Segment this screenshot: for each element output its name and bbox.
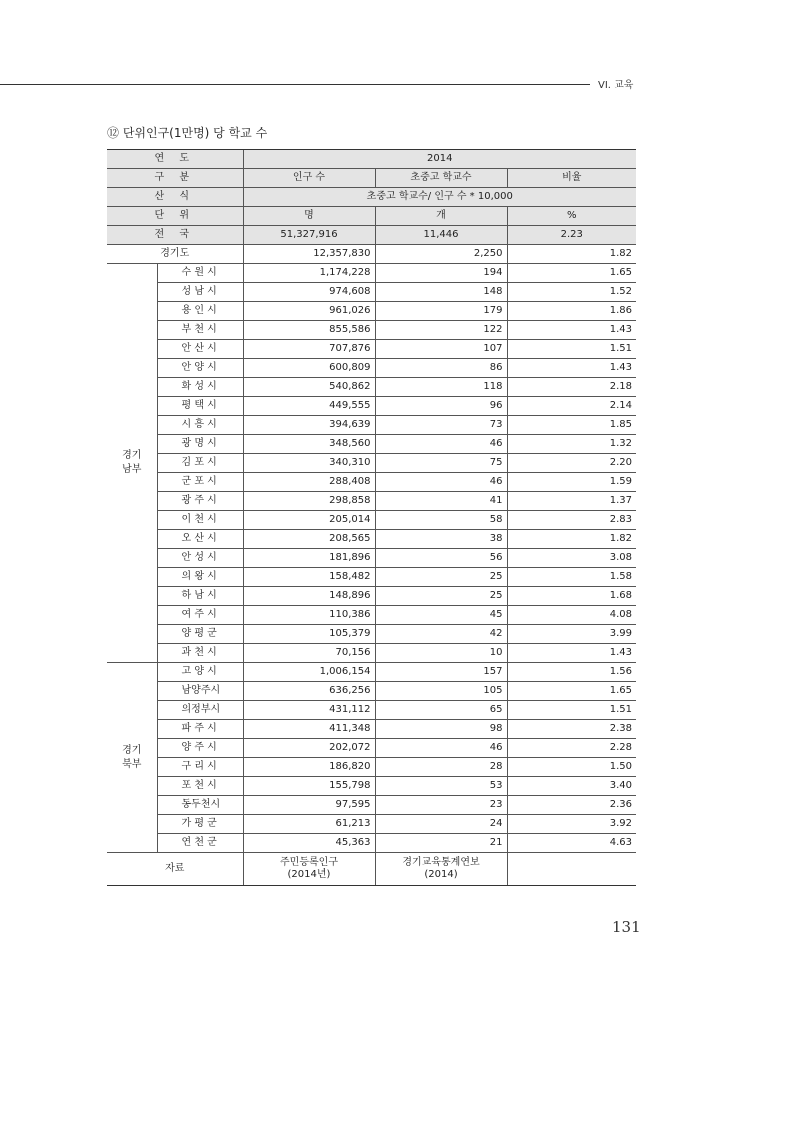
ratio-value: 1.68 <box>507 587 636 606</box>
population-value: 148,896 <box>243 587 375 606</box>
city-name: 김 포 시 <box>157 454 243 473</box>
schools-value: 157 <box>375 663 507 682</box>
population-value: 105,379 <box>243 625 375 644</box>
table-row <box>107 720 636 739</box>
population-value: 288,408 <box>243 473 375 492</box>
source-cell-0 <box>243 853 375 886</box>
national-ratio: 2.23 <box>507 226 636 245</box>
schools-value: 86 <box>375 359 507 378</box>
ratio-value: 1.59 <box>507 473 636 492</box>
population-value: 348,560 <box>243 435 375 454</box>
table-row <box>107 435 636 454</box>
population-value: 600,809 <box>243 359 375 378</box>
section-label: VI. 교육 <box>598 80 634 91</box>
population-value: 1,174,228 <box>243 264 375 283</box>
schools-value: 122 <box>375 321 507 340</box>
ratio-value: 1.43 <box>507 359 636 378</box>
ratio-value: 3.40 <box>507 777 636 796</box>
city-name: 의 왕 시 <box>157 568 243 587</box>
province-ratio: 1.82 <box>507 245 636 264</box>
population-value: 155,798 <box>243 777 375 796</box>
city-name: 시 흥 시 <box>157 416 243 435</box>
population-value: 298,858 <box>243 492 375 511</box>
region-label-line: 경기 <box>122 744 142 756</box>
table-row <box>107 834 636 853</box>
schools-value: 58 <box>375 511 507 530</box>
source-line: (2014) <box>424 869 458 880</box>
city-name: 광 주 시 <box>157 492 243 511</box>
city-name: 양 평 군 <box>157 625 243 644</box>
ratio-value: 1.51 <box>507 340 636 359</box>
population-value: 855,586 <box>243 321 375 340</box>
city-name: 과 천 시 <box>157 644 243 663</box>
schools-value: 73 <box>375 416 507 435</box>
population-value: 707,876 <box>243 340 375 359</box>
table-row <box>107 264 636 283</box>
schools-value: 98 <box>375 720 507 739</box>
city-name: 하 남 시 <box>157 587 243 606</box>
schools-value: 53 <box>375 777 507 796</box>
population-value: 974,608 <box>243 283 375 302</box>
source-label: 자료 <box>107 853 243 886</box>
ratio-value: 2.20 <box>507 454 636 473</box>
ratio-value: 2.14 <box>507 397 636 416</box>
population-value: 61,213 <box>243 815 375 834</box>
ratio-value: 4.63 <box>507 834 636 853</box>
population-value: 540,862 <box>243 378 375 397</box>
city-name: 가 평 군 <box>157 815 243 834</box>
schools-value: 41 <box>375 492 507 511</box>
ratio-value: 4.08 <box>507 606 636 625</box>
national-label: 전 국 <box>107 226 243 245</box>
city-name: 여 주 시 <box>157 606 243 625</box>
table-row <box>107 302 636 321</box>
ratio-value: 1.50 <box>507 758 636 777</box>
schools-value: 105 <box>375 682 507 701</box>
ratio-value: 1.43 <box>507 644 636 663</box>
schools-value: 21 <box>375 834 507 853</box>
ratio-value: 1.32 <box>507 435 636 454</box>
unit-schools: 개 <box>375 207 507 226</box>
schools-value: 179 <box>375 302 507 321</box>
schools-value: 23 <box>375 796 507 815</box>
table-row <box>107 359 636 378</box>
table-row <box>107 815 636 834</box>
region-label-line: 남부 <box>122 464 142 475</box>
source-line: 주민등록인구 <box>280 857 338 868</box>
page-number: 131 <box>612 918 641 936</box>
source-cell-1 <box>375 853 507 886</box>
schools-value: 56 <box>375 549 507 568</box>
city-name: 구 리 시 <box>157 758 243 777</box>
ratio-value: 2.28 <box>507 739 636 758</box>
city-name: 광 명 시 <box>157 435 243 454</box>
table-row <box>107 606 636 625</box>
region-label-north <box>107 663 157 853</box>
table-row <box>107 454 636 473</box>
ratio-value: 1.65 <box>507 264 636 283</box>
population-value: 181,896 <box>243 549 375 568</box>
table-row <box>107 758 636 777</box>
region-label-south <box>107 264 157 663</box>
schools-value: 46 <box>375 435 507 454</box>
schools-value: 24 <box>375 815 507 834</box>
schools-value: 25 <box>375 587 507 606</box>
schools-value: 45 <box>375 606 507 625</box>
population-value: 97,595 <box>243 796 375 815</box>
table-row <box>107 777 636 796</box>
city-name: 안 산 시 <box>157 340 243 359</box>
schools-per-population-table <box>107 149 636 886</box>
city-name: 군 포 시 <box>157 473 243 492</box>
table-row <box>107 587 636 606</box>
population-value: 158,482 <box>243 568 375 587</box>
population-value: 208,565 <box>243 530 375 549</box>
ratio-value: 1.58 <box>507 568 636 587</box>
ratio-value: 2.83 <box>507 511 636 530</box>
category-label: 구 분 <box>107 169 243 188</box>
table-row <box>107 568 636 587</box>
schools-value: 96 <box>375 397 507 416</box>
population-value: 431,112 <box>243 701 375 720</box>
unit-label: 단 위 <box>107 207 243 226</box>
province-row <box>107 245 636 264</box>
table-row <box>107 492 636 511</box>
schools-value: 65 <box>375 701 507 720</box>
city-name: 의정부시 <box>157 701 243 720</box>
column-header-population: 인구 수 <box>243 169 375 188</box>
table-title: ⑫ 단위인구(1만명) 당 학교 수 <box>107 126 268 140</box>
city-name: 수 원 시 <box>157 264 243 283</box>
city-name: 안 양 시 <box>157 359 243 378</box>
population-value: 449,555 <box>243 397 375 416</box>
schools-value: 46 <box>375 473 507 492</box>
population-value: 1,006,154 <box>243 663 375 682</box>
year-label: 연 도 <box>107 150 243 169</box>
population-value: 340,310 <box>243 454 375 473</box>
ratio-value: 2.18 <box>507 378 636 397</box>
ratio-value: 1.43 <box>507 321 636 340</box>
source-cell-2 <box>507 853 636 886</box>
source-row <box>107 853 636 886</box>
ratio-value: 1.37 <box>507 492 636 511</box>
city-name: 오 산 시 <box>157 530 243 549</box>
ratio-value: 1.65 <box>507 682 636 701</box>
schools-value: 46 <box>375 739 507 758</box>
ratio-value: 2.38 <box>507 720 636 739</box>
table-row <box>107 625 636 644</box>
table-row <box>107 321 636 340</box>
schools-value: 28 <box>375 758 507 777</box>
population-value: 202,072 <box>243 739 375 758</box>
table-row <box>107 340 636 359</box>
city-name: 이 천 시 <box>157 511 243 530</box>
source-line: (2014년) <box>287 869 331 880</box>
schools-value: 118 <box>375 378 507 397</box>
ratio-value: 3.99 <box>507 625 636 644</box>
schools-value: 148 <box>375 283 507 302</box>
national-population: 51,327,916 <box>243 226 375 245</box>
population-value: 45,363 <box>243 834 375 853</box>
city-name: 고 양 시 <box>157 663 243 682</box>
column-header-ratio: 비율 <box>507 169 636 188</box>
table-row <box>107 530 636 549</box>
ratio-value: 1.51 <box>507 701 636 720</box>
table-row <box>107 283 636 302</box>
ratio-value: 3.08 <box>507 549 636 568</box>
population-value: 70,156 <box>243 644 375 663</box>
table-row <box>107 549 636 568</box>
city-name: 용 인 시 <box>157 302 243 321</box>
city-name: 평 택 시 <box>157 397 243 416</box>
table-row <box>107 644 636 663</box>
source-line: 경기교육통계연보 <box>402 857 480 868</box>
schools-value: 10 <box>375 644 507 663</box>
header-rule <box>0 84 590 85</box>
table-row <box>107 473 636 492</box>
table-row <box>107 739 636 758</box>
unit-population: 명 <box>243 207 375 226</box>
year-value: 2014 <box>243 150 636 169</box>
ratio-value: 1.85 <box>507 416 636 435</box>
population-value: 205,014 <box>243 511 375 530</box>
ratio-value: 1.56 <box>507 663 636 682</box>
city-name: 부 천 시 <box>157 321 243 340</box>
ratio-value: 1.82 <box>507 530 636 549</box>
population-value: 110,386 <box>243 606 375 625</box>
city-name: 화 성 시 <box>157 378 243 397</box>
formula-label: 산 식 <box>107 188 243 207</box>
ratio-value: 2.36 <box>507 796 636 815</box>
schools-value: 42 <box>375 625 507 644</box>
city-name: 안 성 시 <box>157 549 243 568</box>
population-value: 961,026 <box>243 302 375 321</box>
schools-value: 38 <box>375 530 507 549</box>
province-schools: 2,250 <box>375 245 507 264</box>
region-label-line: 경기 <box>122 450 142 461</box>
table-row <box>107 663 636 682</box>
province-population: 12,357,830 <box>243 245 375 264</box>
ratio-value: 1.86 <box>507 302 636 321</box>
table-row <box>107 378 636 397</box>
population-value: 394,639 <box>243 416 375 435</box>
ratio-value: 1.52 <box>507 283 636 302</box>
schools-value: 25 <box>375 568 507 587</box>
table-row <box>107 416 636 435</box>
formula-value: 초중고 학교수/ 인구 수 * 10,000 <box>243 188 636 207</box>
city-name: 포 천 시 <box>157 777 243 796</box>
national-schools: 11,446 <box>375 226 507 245</box>
city-name: 남양주시 <box>157 682 243 701</box>
city-name: 파 주 시 <box>157 720 243 739</box>
table-row <box>107 511 636 530</box>
province-label: 경기도 <box>107 245 243 264</box>
region-label-line: 북부 <box>122 758 142 770</box>
population-value: 186,820 <box>243 758 375 777</box>
column-header-schools: 초중고 학교수 <box>375 169 507 188</box>
schools-value: 75 <box>375 454 507 473</box>
table-row <box>107 682 636 701</box>
national-row <box>107 226 636 245</box>
city-name: 성 남 시 <box>157 283 243 302</box>
population-value: 411,348 <box>243 720 375 739</box>
unit-ratio: % <box>507 207 636 226</box>
city-name: 동두천시 <box>157 796 243 815</box>
ratio-value: 3.92 <box>507 815 636 834</box>
city-name: 연 천 군 <box>157 834 243 853</box>
table-row <box>107 397 636 416</box>
schools-value: 194 <box>375 264 507 283</box>
table-row <box>107 796 636 815</box>
city-name: 양 주 시 <box>157 739 243 758</box>
population-value: 636,256 <box>243 682 375 701</box>
schools-value: 107 <box>375 340 507 359</box>
table-row <box>107 701 636 720</box>
